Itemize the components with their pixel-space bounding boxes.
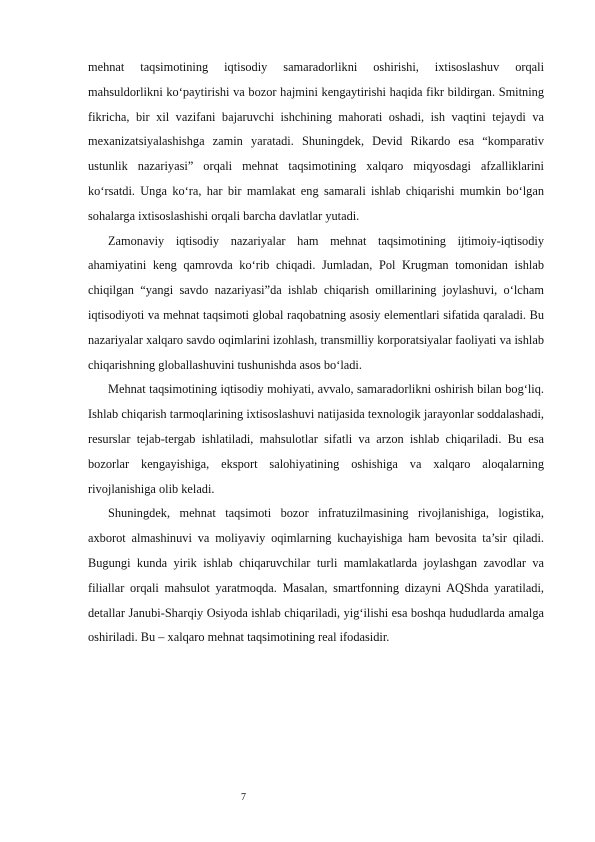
paragraph-economic-essence: Mehnat taqsimotining iqtisodiy mohiyati, avvalo, samaradorlikni oshirish bilan bog‘liq. Ishlab chiqarish tarmoqlarining ixtisoslashuvi natijasida texnologik jarayonlar soddalashadi, resurslar tejab-tergab ishlatiladi, mahsulotlar sifatli va arzon ishlab chiqariladi. Bu esa bozorlar kengayishiga, eksport salohiyatining oshishiga va xalqaro aloqalarning rivojlanishiga olib keladi. [88, 382, 544, 496]
page-number: 7 [241, 792, 246, 803]
document-page [88, 55, 544, 650]
paragraph-continued: mehnat taqsimotining iqtisodiy samaradorlikni oshirishi, ixtisoslashuv orqali mahsuldorlikni ko‘paytirishi va bozor hajmini kengaytirishi haqida fikr bildirgan. Smitning fikricha, bir xil vazifani bajaruvchi ishchining mahorati oshadi, ish vaqtini tejaydi va mexanizatsiyalashishga zamin yaratadi. Shuningdek, Devid Rikardo esa “komparativ ustunlik nazariyasi” orqali mehnat taqsimotining xalqaro miqyosdagi afzalliklarini ko‘rsatdi. Unga ko‘ra, har bir mamlakat eng samarali ishlab chiqarishi mumkin bo‘lgan sohalarga ixtisoslashishi orqali barcha davlatlar yutadi. [88, 60, 544, 223]
paragraph-modern-theories: Zamonaviy iqtisodiy nazariyalar ham mehnat taqsimotining ijtimoiy-iqtisodiy ahamiyatini keng qamrovda ko‘rib chiqadi. Jumladan, Pol Krugman tomonidan ishlab chiqilgan “yangi savdo nazariyasi”da ishlab chiqarish omillarining joylashuvi, o‘lcham iqtisodiyoti va mehnat taqsimoti global raqobatning asosiy elementlari sifatida qaraladi. Bu nazariyalar xalqaro savdo oqimlarini izohlash, transmilliy korporatsiyalar faoliyati va ishlab chiqarishning globallashuvini tushunishda asos bo‘ladi. [88, 233, 544, 372]
paragraph-market-infrastructure: Shuningdek, mehnat taqsimoti bozor infratuzilmasining rivojlanishiga, logistika, axborot almashinuvi va moliyaviy oqimlarning kuchayishiga ham bevosita ta’sir qiladi. Bugungi kunda yirik ishlab chiqaruvchilar turli mamlakatlarda joylashgan zavodlar va filiallar orqali mahsulot yaratmoqda. Masalan, smartfonning dizayni AQShda yaratiladi, detallar Janubi-Sharqiy Osiyoda ishlab chiqariladi, yig‘ilishi esa boshqa hududlarda amalga oshiriladi. Bu – xalqaro mehnat taqsimotining real ifodasidir. [88, 506, 544, 645]
